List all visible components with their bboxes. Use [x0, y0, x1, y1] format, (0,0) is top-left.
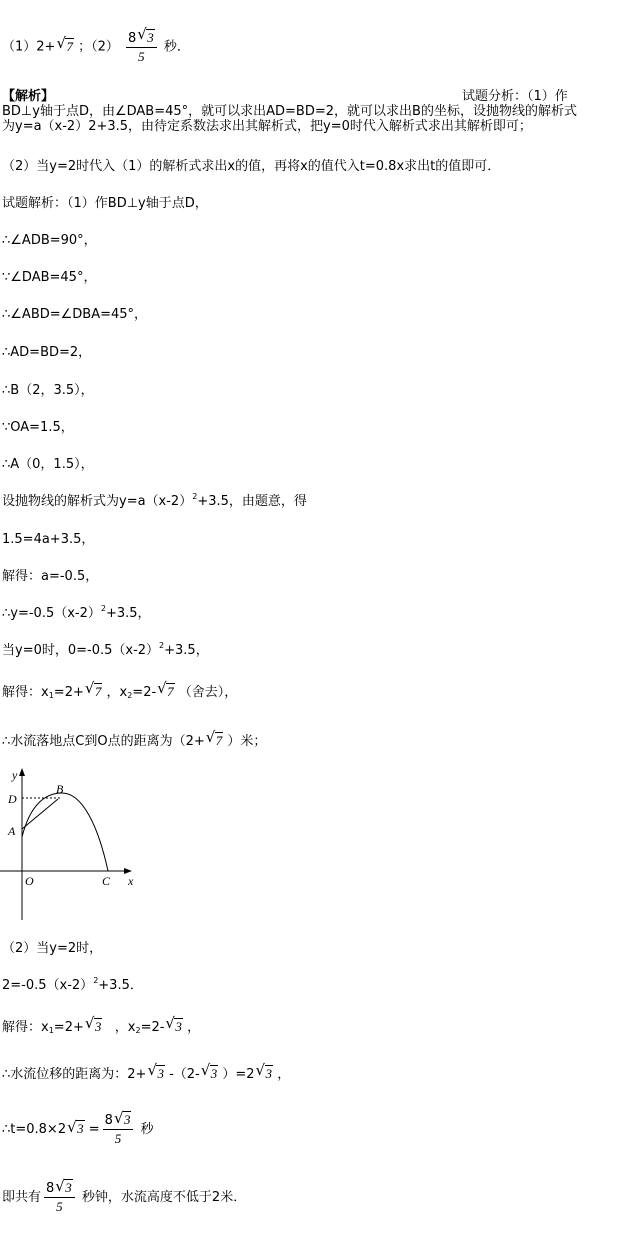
label-x: x — [128, 874, 134, 888]
solution-line: ∴∠ADB=90°， — [2, 233, 97, 248]
answer-suffix: 秒． — [163, 39, 190, 55]
solution-line: ∵OA=1.5， — [2, 420, 74, 435]
y-axis-arrow — [19, 768, 25, 776]
fraction-8sqrt3-over-5: 8 √ 3 5 — [103, 1112, 134, 1147]
label-y: y — [12, 768, 18, 782]
solution-line: 当y=0时，$0=-0.5(x-2)^2+3.5$， — [2, 641, 209, 658]
part2-line: （2）当y=2时， — [2, 941, 103, 956]
solution-line: ∵∠DAB=45°， — [2, 270, 97, 285]
solution-line: ∴B（2，3.5）， — [2, 383, 94, 398]
solution-line: ∴水流落地点C到O点的距离为（2+ √ 7 ）米； — [2, 728, 267, 749]
sqrt-3: √ 3 — [84, 1014, 102, 1034]
part2-line: $2=-0.5(x-2)^2+3.5$． — [2, 976, 143, 993]
analysis-line3: 为y=a（x-2）2+3.5，由待定系数法求出其解析式，把y=0时代入解析式求出其解析即可； — [2, 119, 532, 134]
parabola-figure — [0, 765, 150, 925]
label-A: A — [8, 824, 16, 838]
sqrt-3: √ 3 — [67, 1118, 84, 1136]
solution-line: 解得：x1=2+ √ 7 ，x2=2- √ 7 （舍去）， — [2, 679, 238, 700]
part2-line: ∴t=0.8×2 √ 3 = 8 √ 3 5 秒 — [2, 1109, 154, 1146]
solution-line: ∴AD=BD=2， — [2, 345, 92, 360]
answer-part1-prefix: （1）2+ — [2, 39, 56, 55]
sqrt-3: √ 3 — [147, 1061, 164, 1081]
solution-line: 解得：a=-0.5， — [2, 569, 99, 584]
sqrt-7: √ 7 — [56, 33, 73, 54]
sqrt-3: √ 3 — [255, 1061, 273, 1081]
sqrt-7: √ 7 — [205, 728, 223, 748]
sqrt-7: √ 7 — [157, 679, 174, 699]
fraction-8sqrt3-over-5: 8 √ 3 5 — [126, 30, 157, 64]
part2-line: ∴水流位移的距离为：2+ √ 3 -（2- √ 3 ）=2 √ 3 ， — [2, 1061, 291, 1082]
solution-line: ∴A（0，1.5）， — [2, 457, 94, 472]
solution-line: 试题解析：（1）作BD⊥y轴于点D， — [2, 196, 208, 211]
analysis-line2: BD⊥y轴于点D，由∠DAB=45°，就可以求出AD=BD=2，就可以求出B的坐标，设抛物线的解析式 — [2, 104, 577, 119]
solution-line: 设抛物线的解析式为$y=a(x-2)^2+3.5$，由题意，得 — [2, 492, 307, 509]
solution-line: $\therefore y=-0.5(x-2)^2+3.5$， — [2, 604, 151, 621]
part2-line: 解得：x1=2+ √ 3 ，x2=2- √ 3 ， — [2, 1014, 201, 1035]
analysis-intro: 试题分析：（1）作 — [462, 89, 568, 104]
answer-line — [2, 25, 190, 64]
fraction-8sqrt3-over-5: 8 √ 3 5 — [44, 1180, 75, 1215]
label-C: C — [102, 874, 111, 888]
sqrt-3: √ 3 — [165, 1014, 182, 1034]
analysis-header: 【解析】 — [2, 89, 55, 104]
parabola-main — [22, 793, 108, 871]
label-B: B — [56, 782, 64, 796]
label-O: O — [25, 874, 34, 888]
label-D: D — [8, 792, 17, 806]
solution-line: 1.5=4a+3.5， — [2, 532, 95, 547]
sqrt-3: √ 3 — [200, 1061, 218, 1081]
solution-line: ∴∠ABD=∠DBA=45°， — [2, 307, 148, 322]
answer-separator: ；（2） — [78, 39, 119, 55]
analysis-line4: （2）当y=2时代入（1）的解析式求出x的值，再将x的值代入t=0.8x求出t的值即可． — [2, 159, 501, 174]
sqrt-7: √ 7 — [84, 679, 102, 699]
segment-ab — [22, 799, 58, 829]
part2-line: 即共有 8 √ 3 5 秒钟，水流高度不低于2米． — [2, 1177, 247, 1214]
